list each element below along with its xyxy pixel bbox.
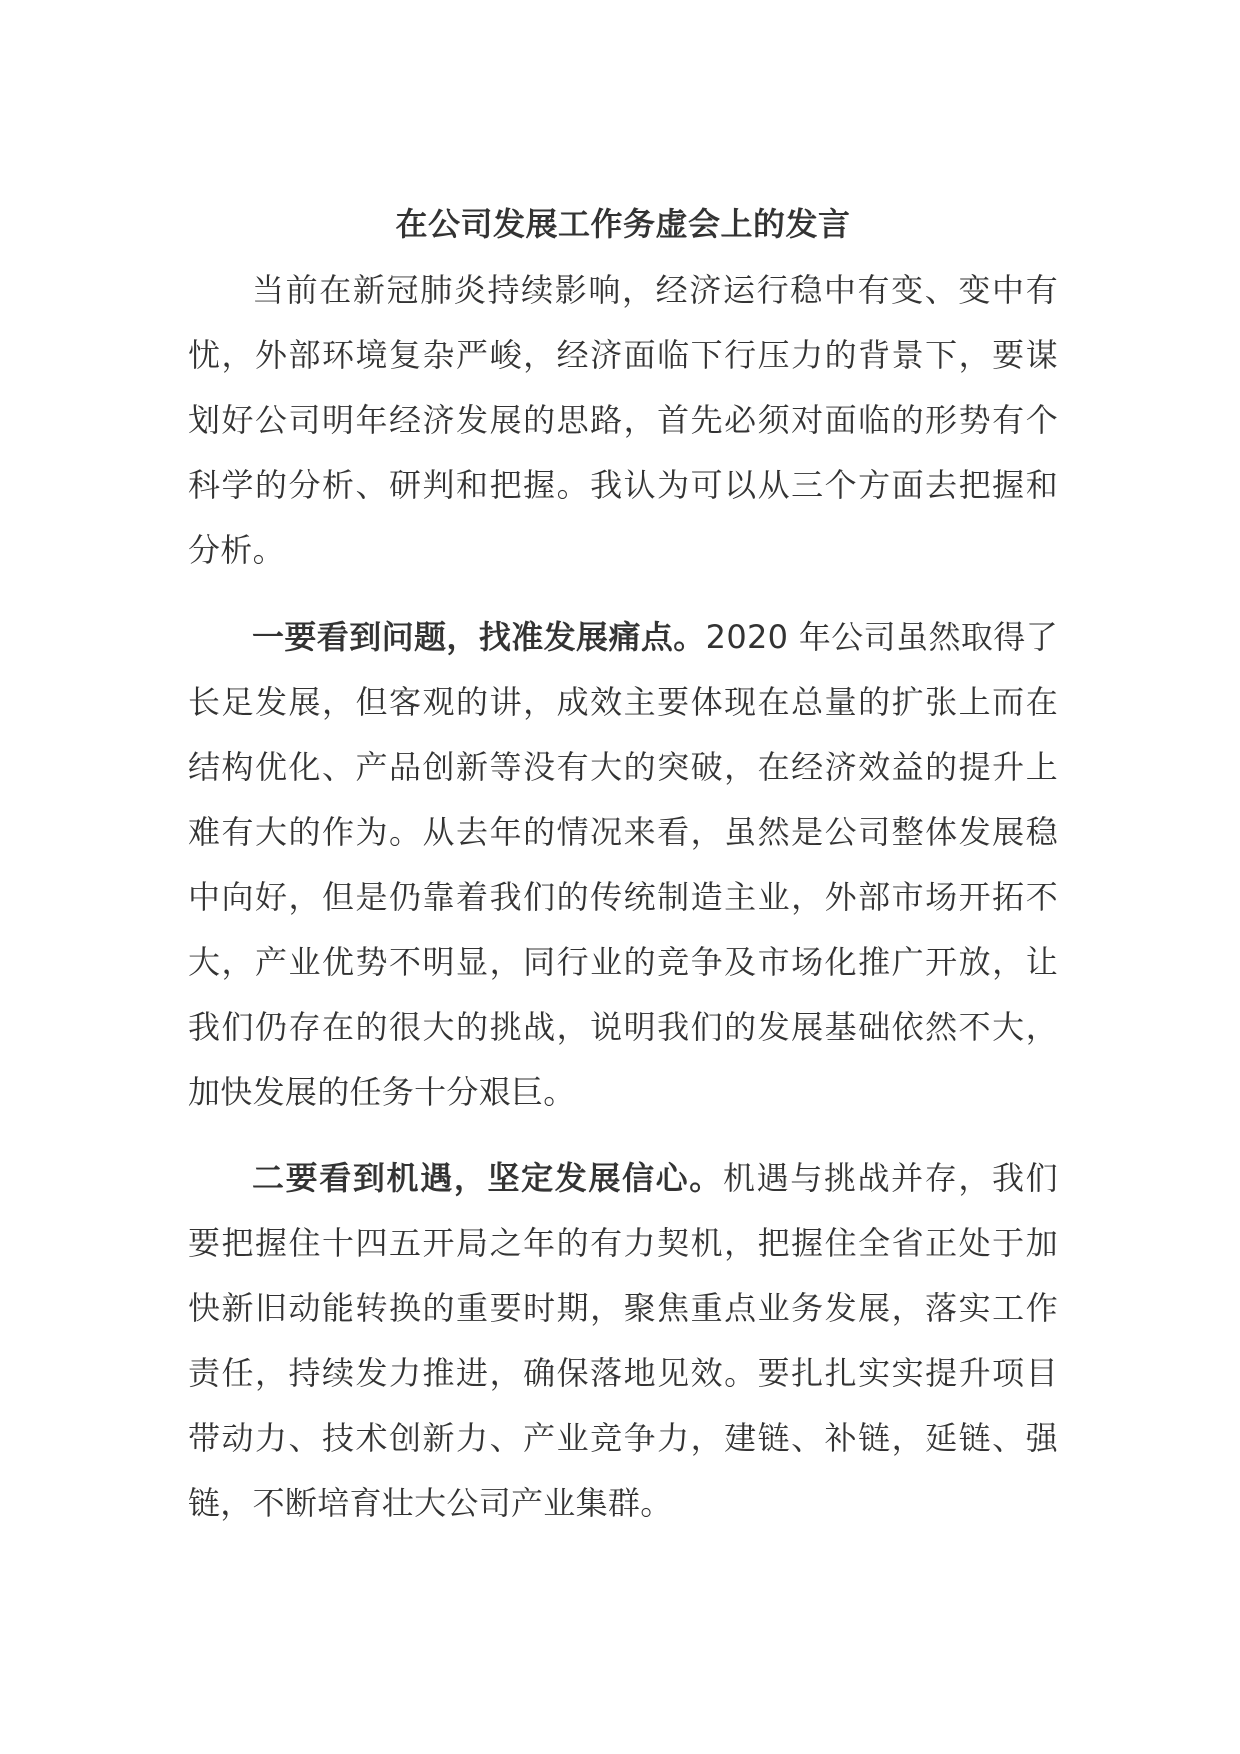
paragraph-opportunities [188,1146,1058,1536]
document-body [188,198,1058,1536]
paragraph-lead-heading: 二要看到机遇，坚定发展信心。 [252,1159,723,1197]
paragraph-text: 当前在新冠肺炎持续影响，经济运行稳中有变、变中有忧，外部环境复杂严峻，经济面临下行压力的背景下，要谋划好公司明年经济发展的思路，首先必须对面临的形势有个科学的分析、研判和把握。我认为可以从三个方面去把握和分析。 [188,271,1058,569]
paragraph-text: 2020 年公司虽然取得了长足发展，但客观的讲，成效主要体现在总量的扩张上而在结构优化、产品创新等没有大的突破，在经济效益的提升上难有大的作为。从去年的情况来看，虽然是公司整体发展稳中向好，但是仍靠着我们的传统制造主业，外部市场开拓不大，产业优势不明显，同行业的竞争及市场化推广开放，让我们仍存在的很大的挑战，说明我们的发展基础依然不大，加快发展的任务十分艰巨。 [188,618,1058,1111]
document-title: 在公司发展工作务虚会上的发言 [395,205,851,243]
paragraph-text: 机遇与挑战并存，我们要把握住十四五开局之年的有力契机，把握住全省正处于加快新旧动能转换的重要时期，聚焦重点业务发展，落实工作责任，持续发力推进，确保落地见效。要扎扎实实提升项目带动力、技术创新力、产业竞争力，建链、补链，延链、强链，不断培育壮大公司产业集群。 [188,1159,1058,1522]
paragraph-intro [188,258,1058,583]
paragraph-problems [188,605,1058,1125]
paragraph-lead-heading: 一要看到问题，找准发展痛点。 [252,618,706,656]
